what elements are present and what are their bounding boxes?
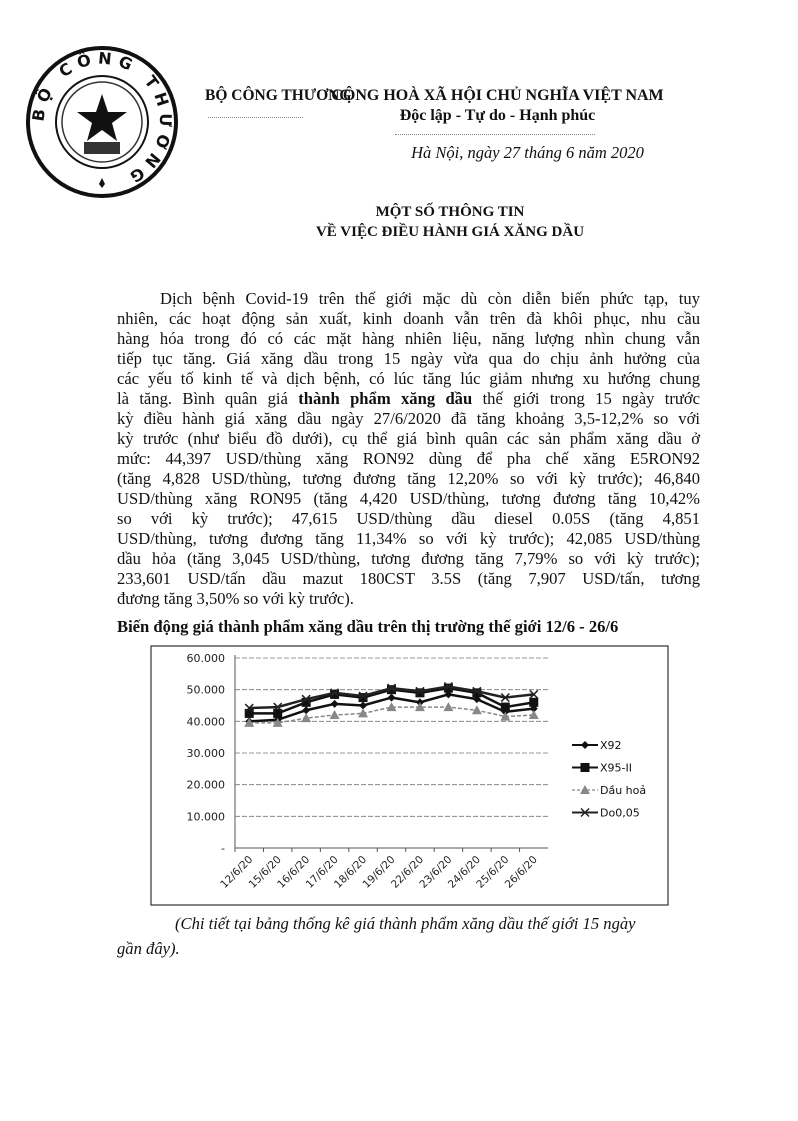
divider — [395, 134, 595, 135]
body-line: mức: 44,397 USD/thùng xăng RON92 dùng để pha chế xăng E5RON92 — [117, 449, 700, 468]
y-tick-label: 50.000 — [186, 683, 225, 697]
data-point — [331, 700, 339, 708]
data-point — [388, 694, 396, 702]
national-motto: Độc lập - Tự do - Hạnh phúc — [399, 107, 596, 124]
caption-line-1: (Chi tiết tại bảng thống kê giá thành phẩm xăng dầu thế giới 15 ngày — [175, 914, 636, 933]
bold-text: thành phẩm xăng dầu — [298, 389, 473, 408]
legend-label: Do0,05 — [600, 806, 640, 820]
legend-marker — [581, 763, 590, 772]
body-line: dầu hỏa (tăng 3,045 USD/thùng, tương đương tăng 7,79% so với kỳ trước); — [117, 549, 700, 568]
body-line: so với kỳ trước); 47,615 USD/thùng dầu diesel 0.05S (tăng 4,851 — [117, 509, 700, 528]
body-line: USD/thùng xăng RON95 (tăng 4,420 USD/thùng, tương đương tăng 10,42% — [117, 489, 700, 508]
data-point — [302, 706, 310, 714]
body-text: thế giới trong 15 ngày trước — [472, 389, 700, 408]
chart-title: Biến động giá thành phẩm xăng dầu trên thị trường thế giới 12/6 - 26/6 — [117, 617, 619, 636]
document-date: Hà Nội, ngày 27 tháng 6 năm 2020 — [411, 143, 644, 162]
data-point — [529, 698, 538, 707]
stamp-text: BỘ CÔNG THƯƠNG — [28, 48, 176, 190]
x-tick-label: 16/6/20 — [275, 853, 313, 891]
x-tick-label: 26/6/20 — [502, 853, 540, 891]
y-tick-label: - — [221, 842, 225, 855]
body-line: nhiên, các hoạt động sản xuất, kinh doanh vẫn trên đà khôi phục, nhu cầu — [117, 309, 700, 328]
data-point — [443, 702, 453, 711]
x-tick-label: 12/6/20 — [218, 853, 256, 891]
body-line: kỳ trước (như biểu đồ dưới), cụ thể giá bình quân các sản phẩm xăng dầu ở — [117, 429, 700, 448]
document-subtitle: VỀ VIỆC ĐIỀU HÀNH GIÁ XĂNG DẦU — [315, 224, 585, 240]
x-tick-label: 24/6/20 — [445, 853, 483, 891]
price-line-chart — [150, 645, 670, 907]
document-title: MỘT SỐ THÔNG TIN — [375, 204, 525, 220]
official-stamp — [22, 42, 182, 202]
body-text: là tăng. Bình quân giá — [117, 389, 299, 408]
body-line: các yếu tố kinh tế và dịch bệnh, có lúc tăng lúc giảm nhưng xu hướng chung — [117, 369, 700, 388]
y-tick-label: 10.000 — [186, 810, 225, 824]
x-tick-label: 15/6/20 — [246, 853, 284, 891]
x-tick-label: 18/6/20 — [332, 853, 370, 891]
body-paragraph — [117, 289, 700, 609]
x-tick-label: 22/6/20 — [388, 853, 427, 891]
body-line: USD/thùng, tương đương tăng 11,34% so với kỳ trước); 42,085 USD/thùng — [117, 529, 700, 548]
body-line — [117, 389, 700, 409]
legend-label: X92 — [600, 739, 622, 752]
y-tick-label: 40.000 — [186, 715, 225, 729]
y-tick-label: 60.000 — [186, 652, 225, 665]
body-line: kỳ điều hành giá xăng dầu ngày 27/6/2020 đã tăng khoảng 3,5-12,2% so với — [117, 409, 700, 428]
legend-label: X95-II — [600, 761, 632, 775]
x-tick-label: 17/6/20 — [303, 853, 341, 891]
body-line: hàng hóa trong đó có các mặt hàng nhiên liệu, năng lượng nhìn chung vẫn — [117, 329, 700, 348]
data-point — [359, 702, 367, 710]
x-tick-label: 25/6/20 — [474, 853, 512, 891]
data-point — [501, 703, 510, 712]
body-line: (tăng 4,828 USD/thùng, tương đương tăng 12,20% so với kỳ trước); 46,840 — [117, 469, 700, 488]
body-line: tiếp tục tăng. Giá xăng dầu trong 15 ngày vừa qua do chịu ảnh hưởng của — [117, 349, 700, 368]
body-line: đương tăng 3,50% so với kỳ trước). — [117, 589, 354, 608]
x-tick-label: 19/6/20 — [360, 853, 398, 891]
x-tick-label: 23/6/20 — [417, 853, 455, 891]
body-line: 233,601 USD/tấn dầu mazut 180CST 3.5S (tăng 7,907 USD/tấn, tương — [117, 569, 700, 588]
ministry-name: BỘ CÔNG THƯƠNG — [205, 87, 352, 104]
y-tick-label: 30.000 — [186, 747, 225, 760]
data-point — [330, 710, 340, 719]
legend-marker — [581, 741, 589, 749]
y-tick-label: 20.000 — [186, 778, 225, 792]
legend-label: Dầu hoả — [600, 784, 647, 797]
body-line: Dịch bệnh Covid-19 trên thế giới mặc dù còn diễn biến phức tạp, tuy — [160, 289, 700, 308]
divider — [208, 117, 303, 118]
caption-line-2: gần đây). — [117, 939, 180, 958]
country-name: CỘNG HOÀ XÃ HỘI CHỦ NGHĨA VIỆT NAM — [331, 87, 664, 104]
